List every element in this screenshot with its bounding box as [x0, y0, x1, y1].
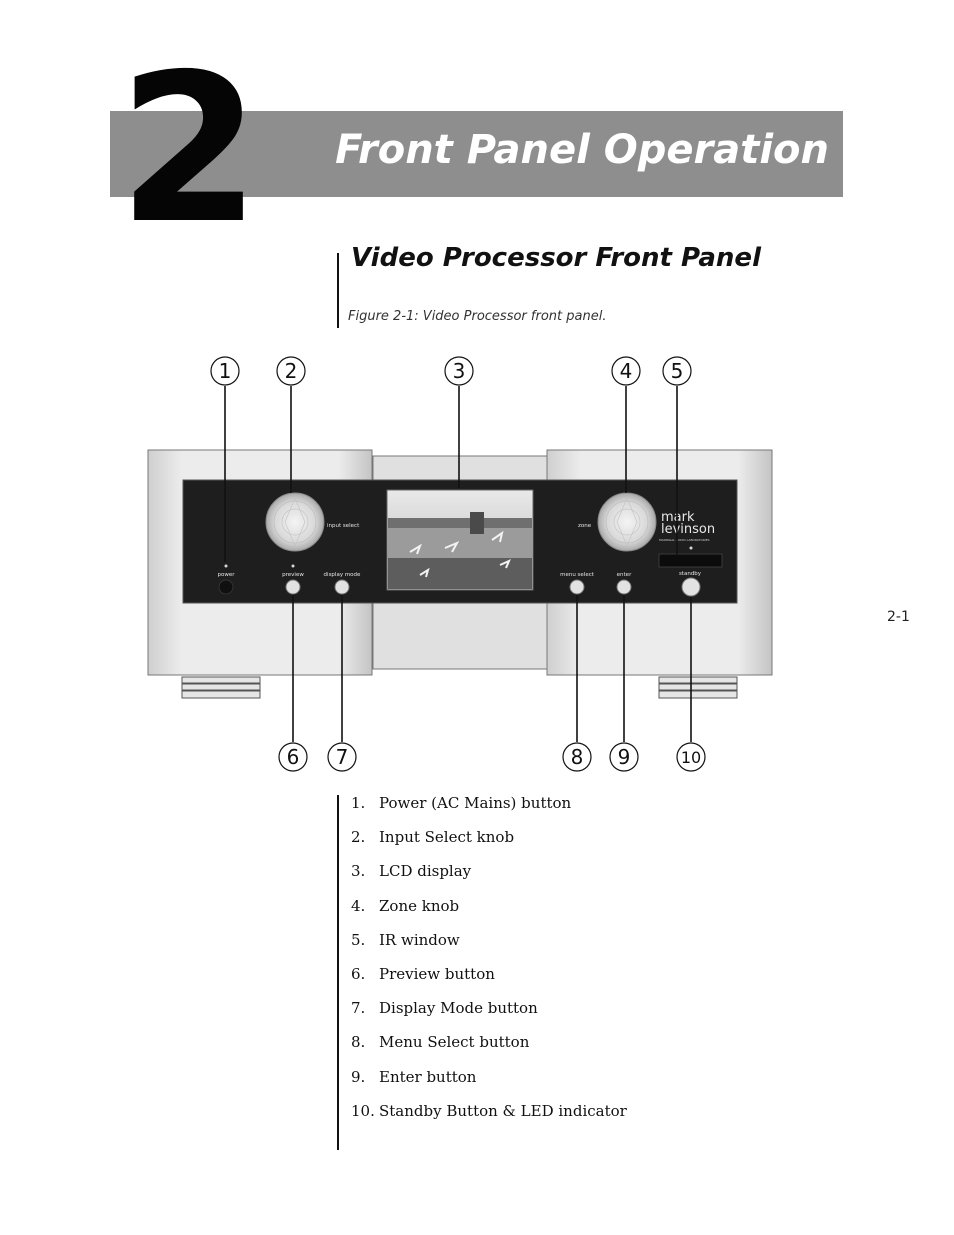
- input-select-knob: [266, 493, 324, 551]
- label-preview: preview: [282, 572, 304, 578]
- callout-10: [677, 743, 705, 771]
- chapter-number: 2: [118, 31, 255, 269]
- callout-9: [610, 743, 638, 771]
- svg-text:9: 9: [617, 745, 631, 769]
- preview-button: [286, 580, 300, 594]
- list-item: 1. Power (AC Mains) button: [351, 794, 572, 812]
- label-power: power: [217, 572, 235, 578]
- chapter-title: Front Panel Operation: [335, 127, 829, 173]
- svg-text:5: 5: [670, 359, 684, 383]
- section-title: Video Processor Front Panel: [351, 243, 761, 273]
- svg-text:levinson: levinson: [661, 522, 716, 537]
- list-item: 2. Input Select knob: [351, 828, 515, 847]
- svg-text:7: 7: [335, 745, 349, 769]
- svg-text:2: 2: [284, 359, 298, 383]
- enter-button: [617, 580, 631, 594]
- svg-text:3: 3: [452, 359, 466, 383]
- menu-select-button: [570, 580, 584, 594]
- callout-6: [279, 743, 307, 771]
- label-zone: zone: [578, 523, 592, 529]
- ir-window: [659, 554, 722, 567]
- callout-3: [445, 357, 473, 385]
- standby-button: [682, 578, 700, 596]
- list-item: 8. Menu Select button: [351, 1033, 530, 1052]
- svg-text:10: 10: [680, 748, 702, 767]
- svg-text:4: 4: [619, 359, 633, 383]
- power-led: [225, 565, 228, 568]
- svg-text:8: 8: [570, 745, 584, 769]
- right-foot: [659, 677, 737, 698]
- callout-4: [612, 357, 640, 385]
- figure-caption: Figure 2-1: Video Processor front panel.: [348, 309, 607, 324]
- label-input-select: input select: [327, 523, 360, 529]
- label-menu-select: menu select: [560, 572, 594, 578]
- svg-text:MADRIGAL AUDIO LABORATORIES: MADRIGAL AUDIO LABORATORIES: [659, 538, 710, 542]
- display-mode-button: [335, 580, 349, 594]
- lcd-display: [387, 490, 533, 590]
- label-enter: enter: [616, 572, 632, 578]
- svg-text:mark: mark: [661, 510, 695, 525]
- svg-text:6: 6: [286, 745, 300, 769]
- standby-led: [690, 547, 693, 550]
- list-item: 3. LCD display: [351, 862, 472, 881]
- list-item: 9. Enter button: [351, 1067, 477, 1086]
- callout-2: [277, 357, 305, 385]
- power-button: [219, 580, 233, 594]
- preview-led: [292, 565, 295, 568]
- callout-5: [663, 357, 691, 385]
- parts-list: [351, 794, 627, 1136]
- list-item: 6. Preview button: [351, 964, 495, 983]
- page-number: 2-1: [887, 609, 910, 625]
- callout-8: [563, 743, 591, 771]
- list-rule: [337, 795, 339, 1150]
- list-item: 10. Standby Button & LED indicator: [351, 1101, 627, 1120]
- zone-knob: [598, 493, 656, 551]
- label-standby: standby: [678, 571, 702, 577]
- label-display-mode: display mode: [323, 572, 361, 578]
- callout-1: [211, 357, 239, 385]
- list-item: 7. Display Mode button: [351, 999, 538, 1018]
- callout-7: [328, 743, 356, 771]
- list-item: 5. IR window: [351, 930, 460, 949]
- list-item: 4. Zone knob: [351, 896, 460, 915]
- left-foot: [182, 677, 260, 698]
- svg-text:1: 1: [218, 359, 232, 383]
